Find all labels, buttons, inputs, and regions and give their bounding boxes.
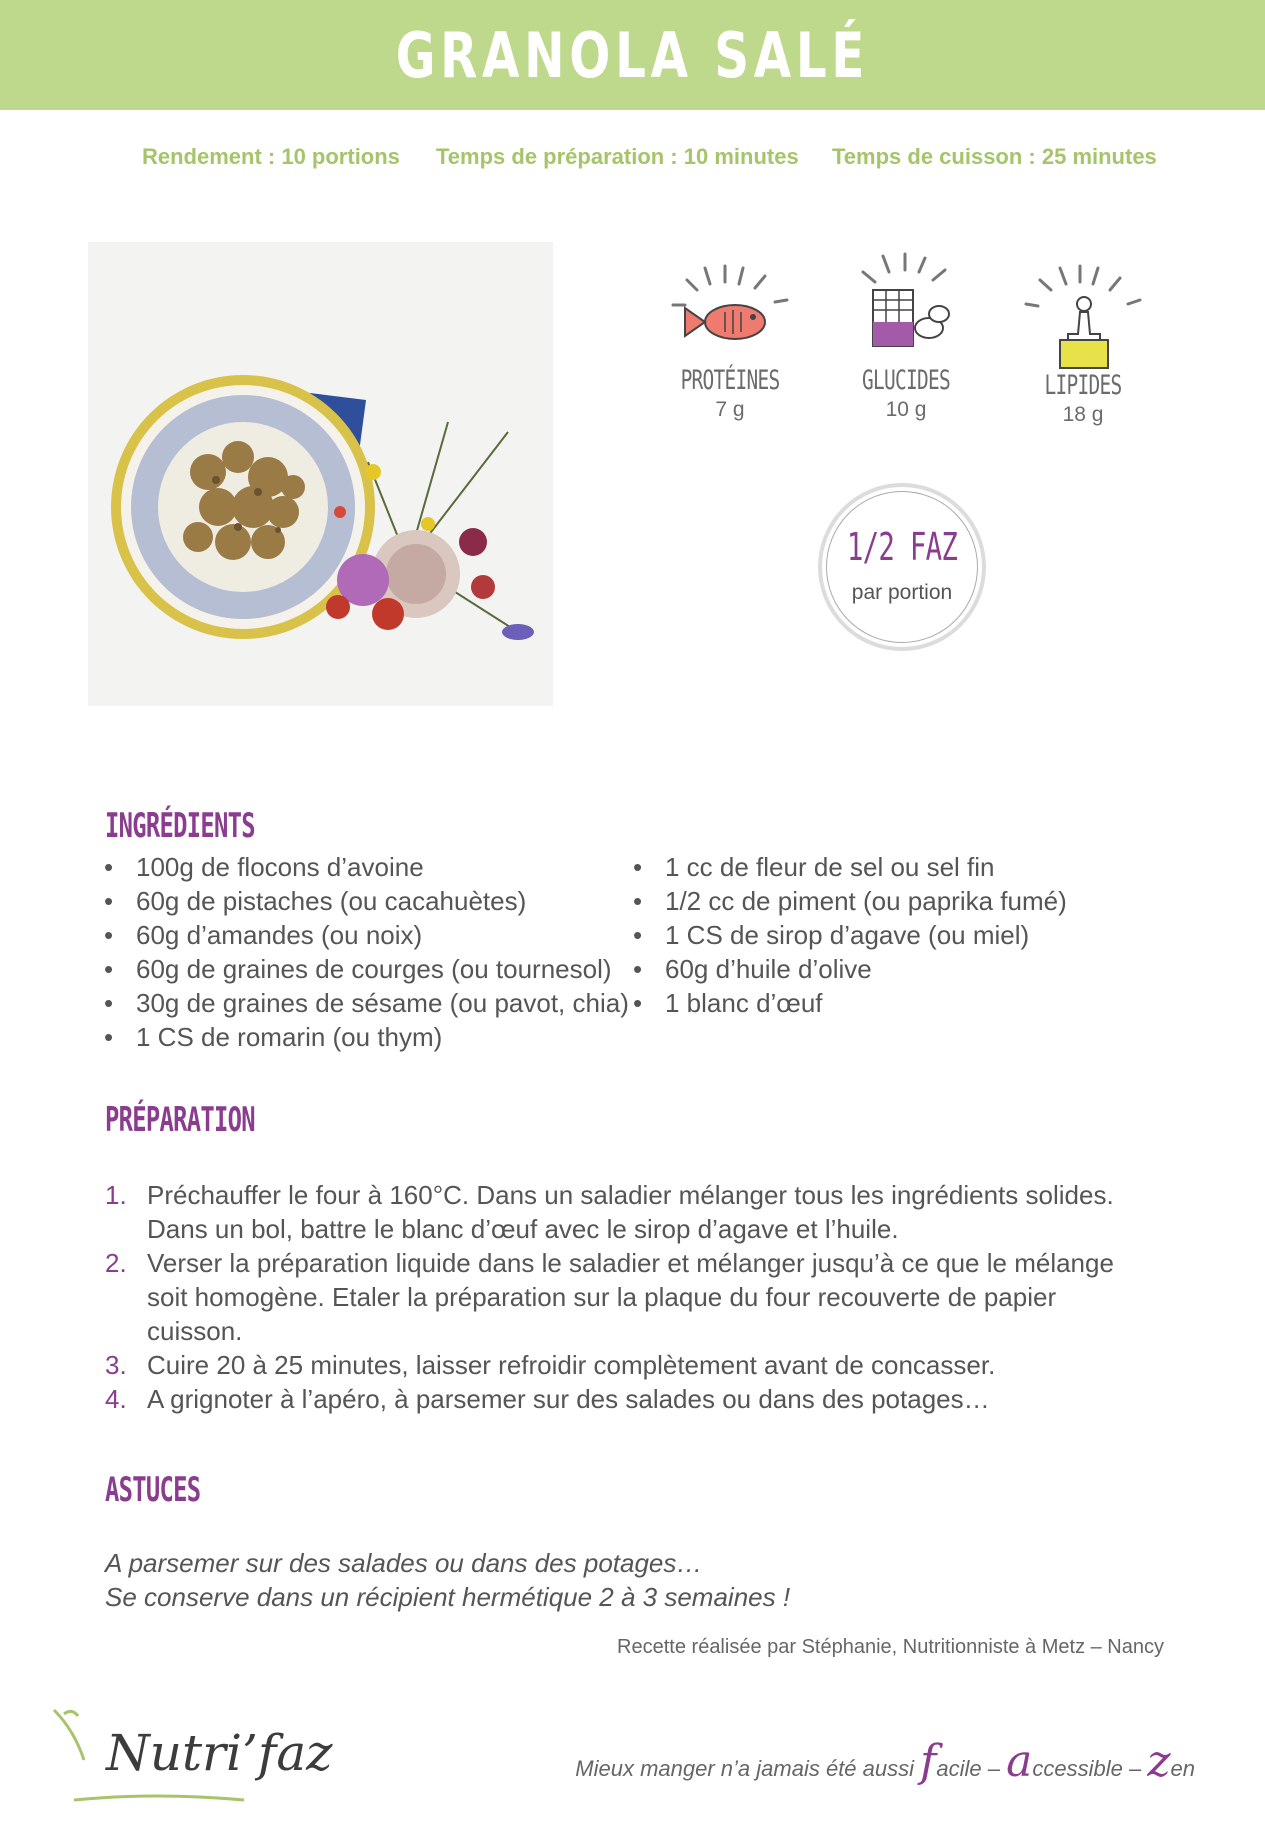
oil-bottle-icon <box>1018 260 1148 370</box>
nutrient-fats <box>1008 260 1158 427</box>
proteins-value: 7 g <box>715 398 745 421</box>
nutrifaz-logo <box>44 1700 333 1810</box>
preparation-title: PRÉPARATION <box>105 1100 255 1140</box>
ingredients-list-right <box>633 850 1067 1020</box>
ingredient-item: • 60g d’huile d’olive <box>633 952 1067 986</box>
granola-photo-illustration <box>88 242 553 706</box>
ingredient-item: • 1/2 cc de piment (ou paprika fumé) <box>633 884 1067 918</box>
ingredient-item: • 1 CS de romarin (ou thym) <box>104 1020 629 1054</box>
fats-label: LIPIDES <box>1044 370 1122 401</box>
fish-icon <box>665 260 795 365</box>
ingredient-item: • 60g de pistaches (ou cacahuètes) <box>104 884 629 918</box>
slogan-a: a <box>1006 1736 1033 1787</box>
ingredient-item: • 1 CS de sirop d’agave (ou miel) <box>633 918 1067 952</box>
preparation-step <box>105 1348 1155 1382</box>
step-number: 3. <box>105 1350 127 1380</box>
tips-title: ASTUCES <box>105 1470 201 1510</box>
preparation-step <box>105 1246 1155 1348</box>
step-number: 1. <box>105 1180 127 1210</box>
ingredient-item: • 100g de flocons d’avoine <box>104 850 629 884</box>
step-number: 2. <box>105 1248 127 1278</box>
slogan-zen: en <box>1170 1756 1195 1781</box>
tips-text <box>105 1546 790 1614</box>
tip-line: A parsemer sur des salades ou dans des potages… <box>105 1548 703 1578</box>
logo-text: Nutri’faz <box>106 1724 333 1782</box>
prep-time-text: Temps de préparation : 10 minutes <box>436 144 799 169</box>
slogan-accessible: ccessible – <box>1032 1756 1148 1781</box>
fats-value: 18 g <box>1062 403 1104 426</box>
faz-unit: par portion <box>851 581 953 604</box>
nutrient-carbs <box>831 250 981 422</box>
faz-value: 1/2 FAZ <box>846 525 958 569</box>
step-text: A grignoter à l’apéro, à parsemer sur des salades ou dans des potages… <box>147 1384 990 1414</box>
ingredients-list-left <box>104 850 629 1054</box>
ingredient-item: • 30g de graines de sésame (ou pavot, chia) <box>104 986 629 1020</box>
step-text: Préchauffer le four à 160°C. Dans un saladier mélanger tous les ingrédients solides. Dans un bol, battre le blanc d’œuf avec le sirop d’agave et l’huile. <box>147 1180 1114 1244</box>
preparation-step <box>105 1178 1155 1246</box>
credit-text: Recette réalisée par Stéphanie, Nutritionniste à Metz – Nancy <box>617 1636 1164 1658</box>
ingredient-item: • 1 cc de fleur de sel ou sel fin <box>633 850 1067 884</box>
ingredients-title: INGRÉDIENTS <box>105 806 255 846</box>
recipe-meta <box>0 144 1265 174</box>
cook-time-text: Temps de cuisson : 25 minutes <box>832 144 1157 169</box>
recipe-photo <box>88 242 553 706</box>
header-band <box>0 0 1265 110</box>
step-text: Cuire 20 à 25 minutes, laisser refroidir complètement avant de concasser. <box>147 1350 996 1380</box>
ingredient-item: • 1 blanc d’œuf <box>633 986 1067 1020</box>
slogan-z: z <box>1147 1736 1171 1787</box>
slogan <box>575 1736 1195 1787</box>
slogan-prefix: Mieux manger n’a jamais été aussi <box>575 1756 921 1781</box>
carbs-label: GLUCIDES <box>862 365 950 396</box>
step-text: Verser la préparation liquide dans le saladier et mélanger jusqu’à ce que le mélange soit homogène. Etaler la préparation sur la plaque du four recouverte de papier cuisson. <box>147 1248 1114 1346</box>
faz-badge <box>818 483 986 651</box>
ingredient-item: • 60g de graines de courges (ou tournesol) <box>104 952 629 986</box>
proteins-label: PROTÉINES <box>680 365 780 396</box>
slogan-facile: acile – <box>936 1756 1007 1781</box>
tip-line: Se conserve dans un récipient hermétique 2 à 3 semaines ! <box>105 1582 791 1612</box>
nutrient-proteins <box>655 260 805 422</box>
ingredient-item: • 60g d’amandes (ou noix) <box>104 918 629 952</box>
slogan-f: f <box>920 1736 937 1787</box>
step-number: 4. <box>105 1384 127 1414</box>
yield-text: Rendement : 10 portions <box>142 144 400 169</box>
carbs-value: 10 g <box>885 398 927 421</box>
chocolate-icon <box>841 250 971 365</box>
recipe-title: GRANOLA SALÉ <box>395 18 870 92</box>
preparation-steps <box>105 1178 1155 1416</box>
preparation-step <box>105 1382 1155 1416</box>
